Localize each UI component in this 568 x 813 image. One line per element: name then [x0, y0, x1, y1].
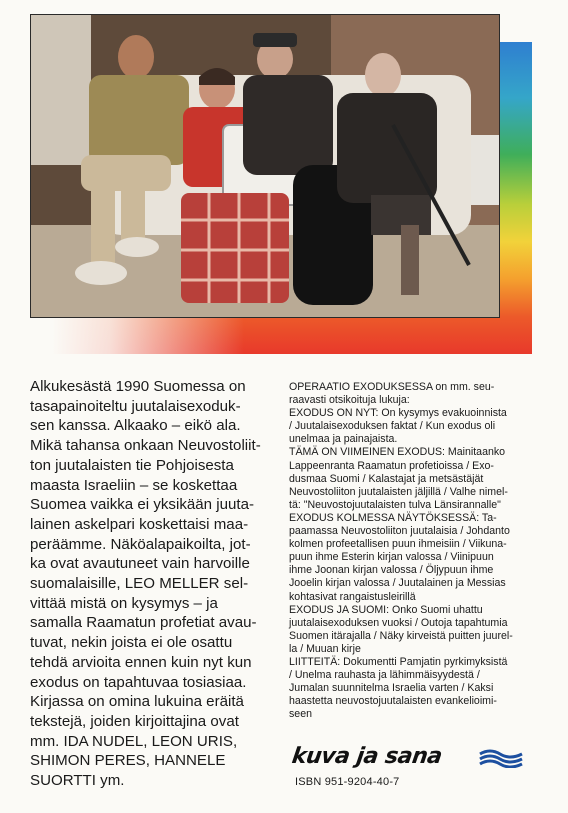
chapter-listing: [289, 381, 543, 721]
description-line: Suomea vaikka ei yksikään juuta-: [30, 496, 255, 514]
chapter-line: haastetta neuvostojuutalaisten evankelioimi-: [289, 695, 497, 708]
description-line: SHIMON PERES, HANNELE: [30, 752, 226, 770]
chapter-line: EXODUS ON NYT: On kysymys evakuoinnista: [289, 407, 507, 420]
chapter-line: / Juutalaisexoduksen faktat / Kun exodus oli: [289, 420, 496, 433]
chapter-line: paamassa Neuvostoliiton juutalaisia / Johdanto: [289, 525, 510, 538]
publisher-logo: [292, 744, 532, 774]
description-line: ton juutalaisten tie Pohjoisesta: [30, 456, 234, 474]
isbn-number: ISBN 951-9204-40-7: [295, 776, 400, 788]
description-line: suomalaisille, LEO MELLER sel-: [30, 575, 249, 593]
description-line: lainen askelpari koskettaisi maa-: [30, 515, 249, 533]
chapter-line: OPERAATIO EXODUKSESSA on mm. seu-: [289, 381, 495, 393]
description-line: peräämme. Näköalapaikoilta, jot-: [30, 535, 251, 553]
description-line: tuvat, nekin joista ei ole osattu: [30, 634, 233, 652]
description-line: vittää mistä on kysymys – ja: [30, 594, 218, 612]
description-line: Mikä tahansa onkaan Neuvostoliit-: [30, 437, 261, 455]
publisher-name: kuva ja sana: [290, 744, 444, 769]
description-line: mm. IDA NUDEL, LEON URIS,: [30, 732, 238, 750]
description-line: tekstejä, joiden kirjoittajina ovat: [30, 712, 239, 730]
description-line: sen kanssa. Alkaako – eikö ala.: [30, 417, 241, 435]
chapter-line: / Unelma rauhasta ja lähimmäisyydestä /: [289, 669, 480, 682]
description-line: maasta Israeliin – se koskettaa: [30, 476, 238, 494]
description-line: Kirjassa on omina lukuina eräitä: [30, 693, 244, 711]
description-line: ka ovat avautuneet vain harvoille: [30, 555, 250, 573]
chapter-line: raavasti otsikoituja lukuja:: [289, 394, 410, 407]
chapter-line: ihme Joonan kirjan valossa / Öljypuun ihme: [289, 564, 494, 577]
chapter-line: tä: "Neuvostojuutalaisten tulva Länsirannalle": [289, 498, 501, 511]
description-paragraph: [30, 377, 272, 791]
description-line: SUORTTI ym.: [30, 772, 125, 790]
chapter-line: puun ihme Esterin kirjan valossa / Viinipuun: [289, 551, 494, 564]
chapter-line: Jumalan suunnitelma Israelia varten / Kaksi: [289, 682, 494, 695]
chapter-line: LIITTEITÄ: Dokumentti Pamjatin pyrkimyksistä: [289, 655, 508, 668]
chapter-line: EXODUS JA SUOMI: Onko Suomi uhattu: [289, 603, 483, 616]
chapter-line: Jooelin kirjan valossa / Juutalainen ja Messias: [289, 577, 506, 590]
description-line: Alkukesästä 1990 Suomessa on: [30, 378, 246, 395]
chapter-line: Neuvostoliiton juutalaisten jäljillä / Valhe nimel-: [289, 485, 508, 498]
description-line: tasapainoiteltu juutalaisexoduk-: [30, 397, 241, 415]
chapter-line: EXODUS KOLMESSA NÄYTÖKSESSÄ: Ta-: [289, 511, 497, 524]
chapter-line: Lappeenranta Raamatun profetioissa / Exo-: [289, 459, 494, 472]
description-line: tehdä arvioita ennen kuin nyt kun: [30, 653, 252, 671]
description-line: exodus on tapahtuvaa tosiasiaa.: [30, 673, 247, 691]
chapter-line: kohtasivat rangaistusleirillä: [289, 590, 416, 603]
chapter-line: dusmaa Suomi / Kalastajat ja metsästäjät: [289, 472, 484, 485]
description-line: samalla Raamatun profetiat avau-: [30, 614, 257, 632]
chapter-line: Suomen itärajalla / Näky kirveistä puitten juurel-: [289, 629, 513, 642]
chapter-line: seen: [289, 708, 312, 721]
wave-logo-icon: [478, 748, 524, 773]
chapter-line: la / Muuan kirje: [289, 642, 361, 655]
chapter-line: juutalaisexoduksen vuoksi / Outoja tapahtumia: [289, 616, 508, 629]
chapter-line: TÄMÄ ON VIIMEINEN EXODUS: Mainitaanko: [289, 446, 506, 459]
chapter-line: kolmen profeetallisen puun ihmeisiin / Viikuna-: [289, 538, 507, 551]
cover-photo: [30, 14, 500, 318]
chapter-line: unelmaa ja painajaista.: [289, 433, 398, 446]
